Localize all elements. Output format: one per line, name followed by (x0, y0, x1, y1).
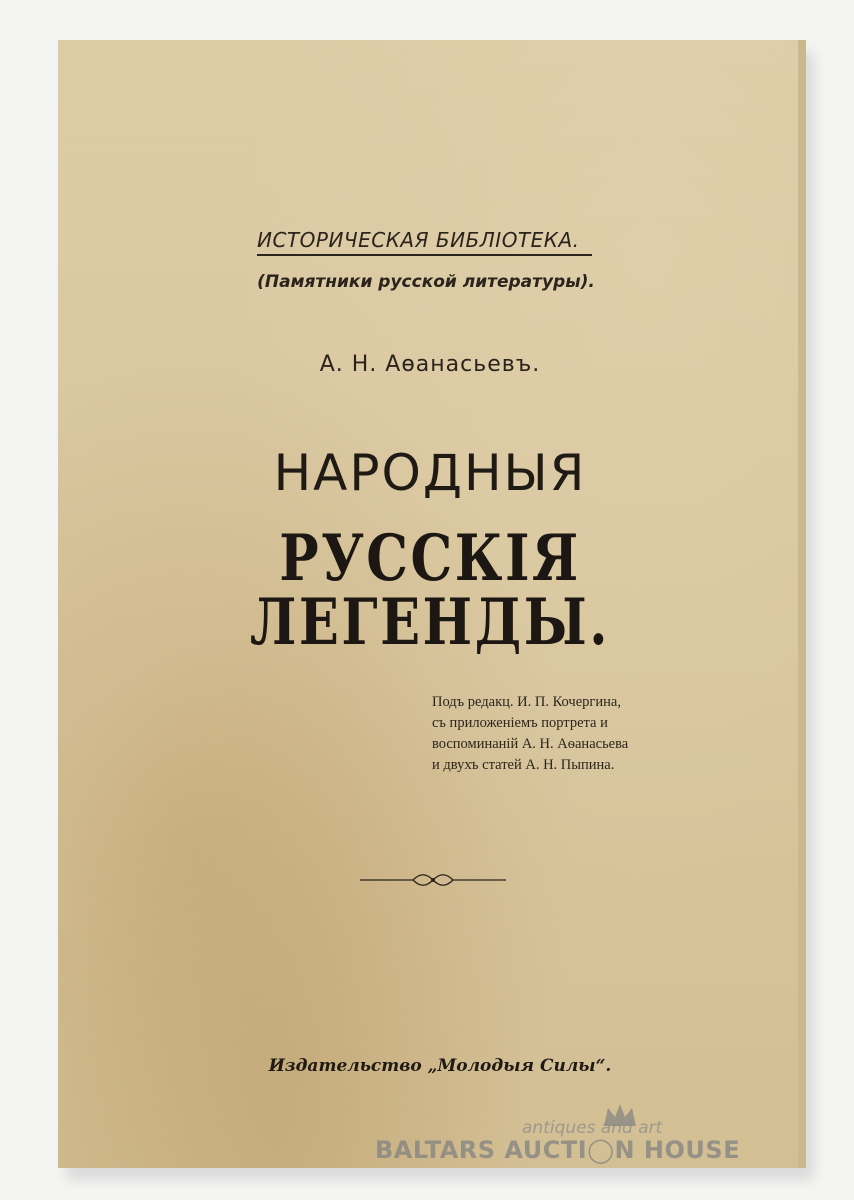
title-line-2: РУССКІЯ ЛЕГЕНДЫ. (250, 521, 610, 660)
editor-line: воспоминаній А. Н. Аѳанасьева (432, 736, 629, 752)
editor-line: и двухъ статей А. Н. Пыпина. (432, 757, 615, 773)
series-subtitle: (Памятники русской литературы). (257, 272, 595, 292)
editor-note (432, 692, 694, 776)
watermark-brand: BALTARS AUCTI◯N HOUSE (375, 1136, 741, 1164)
title-line-1: НАРОДНЫЯ (273, 444, 587, 502)
watermark-tagline: antiques and art (522, 1118, 663, 1138)
editor-line: съ приложеніемъ портрета и (432, 715, 608, 731)
ornamental-divider-icon (358, 870, 508, 890)
series-title: ИСТОРИЧЕСКАЯ БИБЛІОТЕКА. (257, 228, 592, 256)
author-name: А. Н. Аѳанасьевъ. (319, 352, 541, 377)
publisher-line: Издательство „Молодыя Силы“. (268, 1056, 612, 1076)
editor-line: Подъ редакц. И. П. Кочергина, (432, 694, 621, 710)
